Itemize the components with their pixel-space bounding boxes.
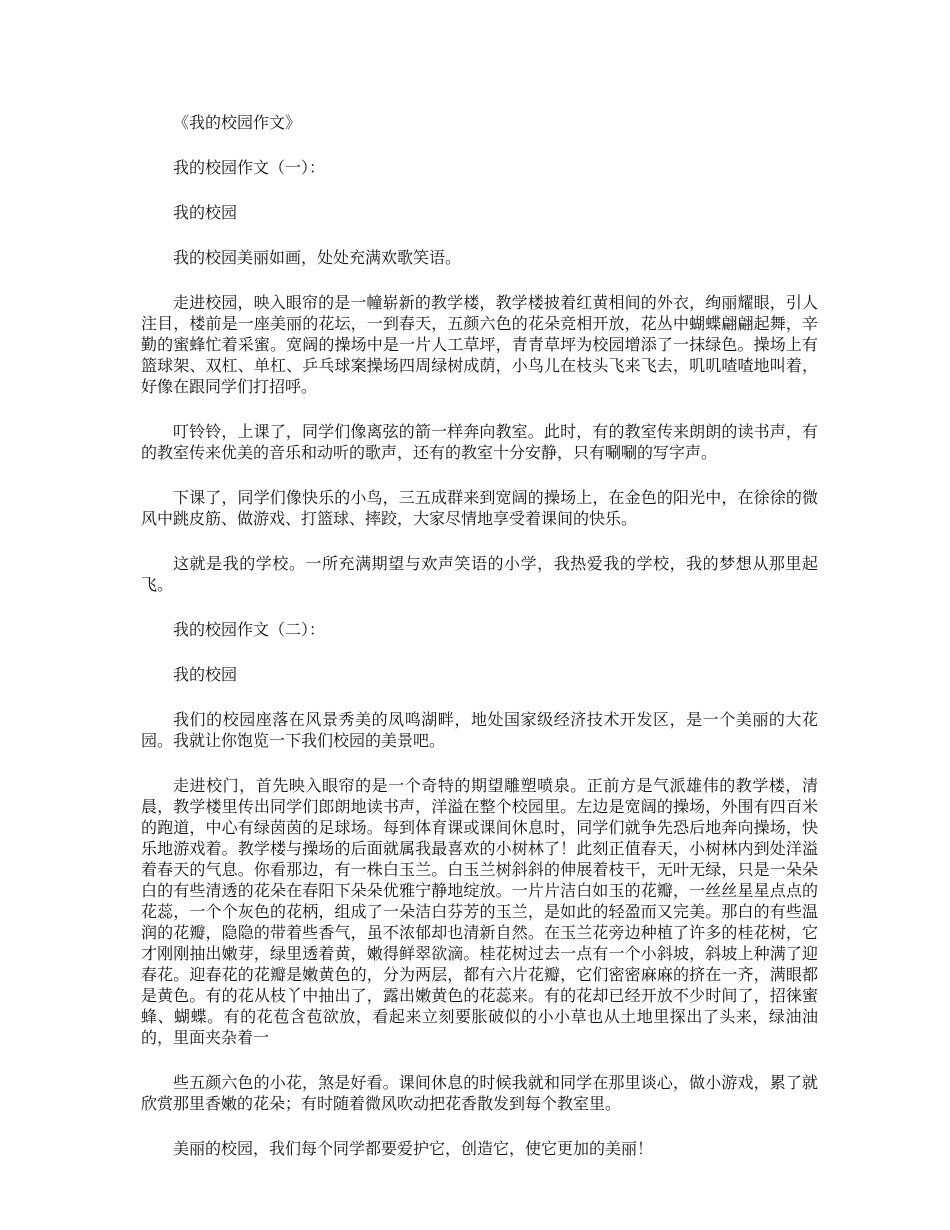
body-paragraph: 走进校门，首先映入眼帘的是一个奇特的期望雕塑喷泉。正前方是气派雄伟的教学楼，清晨，教学楼里传出同学们郎朗地读书声，洋溢在整个校园里。左边是宽阔的操场，外围有四百米的跑道，中心有绿茵茵的足球场。每到体育课或课间休息时，同学们就争先恐后地奔向操场，快乐地游戏着。教学楼与操场的后面就属我最喜欢的小树林了！此刻正值春天，小树林内到处洋溢着春天的气息。你看那边，有一株白玉兰。白玉兰树斜斜的伸展着枝干，无叶无绿，只是一朵朵白的有些清透的花朵在春阳下朵朵优雅宁静地绽放。一片片洁白如玉的花瓣，一丝丝星星点点的花蕊，一个个灰色的花柄，组成了一朵洁白芬芳的玉兰，是如此的轻盈而又完美。那白的有些温润的花瓣，隐隐的带着些香气，虽不浓郁却也清新自然。在玉兰花旁边种植了许多的桂花树，它才刚刚抽出嫩芽，绿里透着黄，嫩得鲜翠欲滴。桂花树过去一点有一个小斜坡，斜坡上种满了迎春花。迎春花的花瓣是嫩黄色的，分为两层，都有六片花瓣，它们密密麻麻的挤在一齐，满眼都是黄色。有的花从枝丫中抽出了，露出嫩黄色的花蕊来。有的花却已经开放不少时间了，招徕蜜蜂、蝴蝶。有的花苞含苞欲放，看起来立刻要胀破似的小小草也从土地里探出了头来，绿油油的，里面夹杂着一 xyxy=(141,776,818,1047)
closing-paragraph: 美丽的校园，我们每个同学都要爱护它，创造它，使它更加的美丽！ xyxy=(173,1139,654,1158)
body-paragraph: 下课了，同学们像快乐的小鸟，三五成群来到宽阔的操场上，在金色的阳光中，在徐徐的微风中跳皮筋、做游戏、打篮球、摔跤，大家尽情地享受着课间的快乐。 xyxy=(141,488,818,528)
essay-one-title: 我的校园 xyxy=(173,203,238,222)
body-paragraph: 些五颜六色的小花，煞是好看。课间休息的时候我就和同学在那里谈心，做小游戏，累了就欣赏那里香嫩的花朵；有时随着微风吹动把花香散发到每个教室里。 xyxy=(141,1073,818,1113)
document-title: 《我的校园作文》 xyxy=(173,113,302,132)
body-paragraph: 我的校园美丽如画，处处充满欢歌笑语。 xyxy=(173,248,462,267)
body-paragraph: 这就是我的学校。一所充满期望与欢声笑语的小学，我热爱我的学校，我的梦想从那里起飞。 xyxy=(141,554,818,594)
essay-two-title: 我的校园 xyxy=(173,665,238,684)
essay-one-heading: 我的校园作文（一）： xyxy=(173,158,326,177)
essay-two-heading: 我的校园作文（二）： xyxy=(173,620,326,639)
body-paragraph: 走进校园，映入眼帘的是一幢崭新的教学楼，教学楼披着红黄相间的外衣，绚丽耀眼，引人注目，楼前是一座美丽的花坛，一到春天，五颜六色的花朵竞相开放，花丛中蝴蝶翩翩起舞，辛勤的蜜蜂忙着采蜜。宽阔的操场中是一片人工草坪，青青草坪为校园增添了一抹绿色。操场上有篮球架、双杠、单杠、乒乓球案操场四周绿树成荫，小鸟儿在枝头飞来飞去，叽叽喳喳地叫着，好像在跟同学们打招呼。 xyxy=(141,293,818,396)
body-paragraph: 我们的校园座落在风景秀美的凤鸣湖畔，地处国家级经济技术开发区，是一个美丽的大花园。我就让你饱览一下我们校园的美景吧。 xyxy=(141,710,818,750)
body-paragraph: 叮铃铃，上课了，同学们像离弦的箭一样奔向教室。此时，有的教室传来朗朗的读书声，有的教室传来优美的音乐和动听的歌声，还有的教室十分安静，只有唰唰的写字声。 xyxy=(141,422,818,462)
